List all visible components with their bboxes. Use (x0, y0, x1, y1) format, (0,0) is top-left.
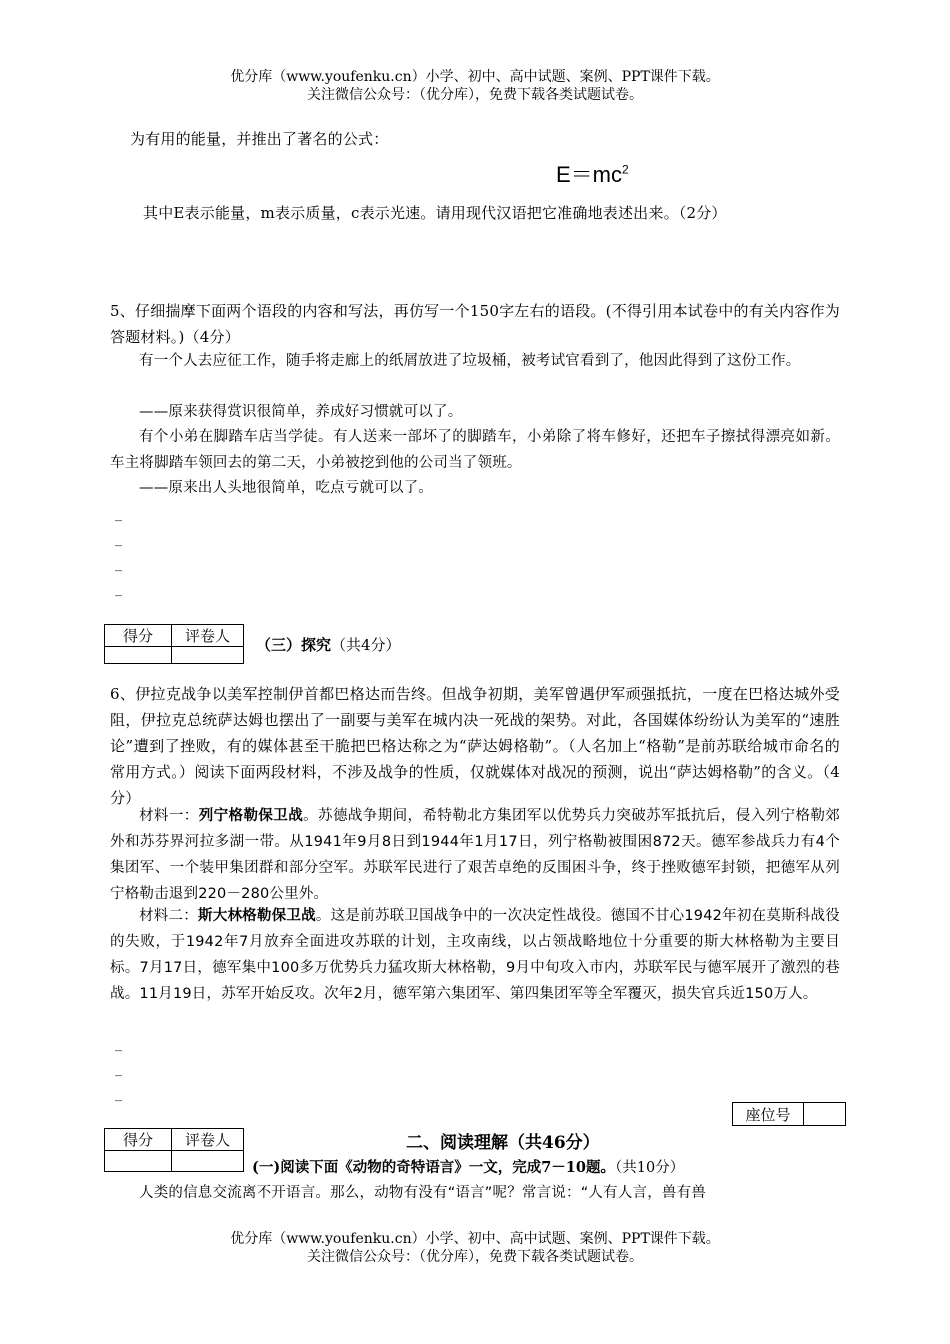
q5-para1-moral: ——原来获得赏识很简单，养成好习惯就可以了。 (139, 404, 463, 420)
material1-label: 材料一： (139, 808, 199, 824)
answer-line: _ (115, 1036, 122, 1052)
material2-label: 材料二： (139, 908, 198, 924)
part2-subheading (252, 1156, 684, 1177)
grader-header: 评卷人 (172, 625, 244, 647)
score-table (104, 1128, 244, 1172)
section3-heading (256, 634, 401, 655)
page-header-line1: 优分库（www.youfenku.cn）小学、初中、高中试题、案例、PPT课件下载。 (230, 69, 720, 85)
grader-cell[interactable] (172, 1151, 244, 1172)
seat-number-table (732, 1102, 846, 1126)
grader-header: 评卷人 (172, 1129, 244, 1151)
q6-material2 (110, 903, 840, 1007)
q4-instruction: 其中E表示能量，m表示质量，c表示光速。请用现代汉语把它准确地表述出来。（2分） (143, 204, 727, 222)
part2-first-line: 人类的信息交流离不开语言。那么，动物有没有“语言”呢？常言说：“人有人言，兽有兽 (139, 1185, 707, 1201)
formula-base: E＝mc (556, 162, 623, 187)
answer-line: _ (115, 581, 122, 597)
score-cell[interactable] (105, 1151, 172, 1172)
page-footer-line2: 关注微信公众号：（优分库），免费下载各类试题试卷。 (307, 1249, 643, 1265)
formula (556, 158, 629, 189)
part2-sub-points: （共10分） (615, 1160, 685, 1176)
section3-title: （三）探究 (256, 636, 332, 654)
section3-points: （共4分） (331, 636, 401, 654)
score-header: 得分 (105, 1129, 172, 1151)
material1-text: 。苏德战争期间，希特勒北方集团军以优势兵力突破苏军抵抗后，侵入列宁格勒郊外和苏芬界河拉多湖一带。从1941年9月8日到1944年1月17日，列宁格勒被围困872天。德军参战兵力有4个集团军、一个装甲集团群和部分空军。苏联军民进行了艰苦卓绝的反围困斗争，终于挫败德军封锁，把德军从列宁格勒击退到220－280公里外。 (110, 808, 840, 902)
seat-number-label: 座位号 (733, 1103, 804, 1126)
material2-text: 。这是前苏联卫国战争中的一次决定性战役。德国不甘心1942年初在莫斯科战役的失败，于1942年7月放弃全面进攻苏联的计划，主攻南线，以占领战略地位十分重要的斯大林格勒为主要目标。7月17日，德军集中100多万优势兵力猛攻斯大林格勒，9月中旬攻入市内，苏联军民与德军展开了激烈的巷战。11月19日，苏军开始反攻。次年2月，德军第六集团军、第四集团军等全军覆灭，损失官兵近150万人。 (110, 908, 840, 1002)
material1-title: 列宁格勒保卫战 (198, 808, 304, 824)
grader-cell[interactable] (172, 647, 244, 664)
q5-para1: 有一个人去应征工作，随手将走廊上的纸屑放进了垃圾桶，被考试官看到了，他因此得到了这份工作。 (139, 353, 801, 369)
part2-title: 二、阅读理解（共46分） (406, 1133, 600, 1153)
page-header-line2: 关注微信公众号：（优分库），免费下载各类试题试卷。 (307, 87, 643, 103)
seat-number-cell[interactable] (804, 1103, 846, 1126)
q5-para2-moral: ——原来出人头地很简单，吃点亏就可以了。 (139, 480, 433, 496)
page-footer-line1: 优分库（www.youfenku.cn）小学、初中、高中试题、案例、PPT课件下载。 (230, 1231, 720, 1247)
score-cell[interactable] (105, 647, 172, 664)
q5-prompt: 5、仔细揣摩下面两个语段的内容和写法，再仿写一个150字左右的语段。(不得引用本试卷中的有关内容作为答题材料。)（4分） (110, 302, 840, 346)
q4-intro: 为有用的能量，并推出了著名的公式： (130, 130, 389, 148)
answer-line: _ (115, 531, 122, 547)
answer-line: _ (115, 506, 122, 522)
answer-line: _ (115, 1061, 122, 1077)
answer-line: _ (115, 1086, 122, 1102)
answer-line: _ (115, 556, 122, 572)
score-table (104, 624, 244, 664)
score-header: 得分 (105, 625, 172, 647)
q6-prompt: 6、伊拉克战争以美军控制伊首都巴格达而告终。但战争初期，美军曾遇伊军顽强抵抗，一度在巴格达城外受阻，伊拉克总统萨达姆也摆出了一副要与美军在城内决一死战的架势。对此，各国媒体纷纷认为美军的“速胜论”遭到了挫败，有的媒体甚至干脆把巴格达称之为“萨达姆格勒”。（人名加上“格勒”是前苏联给城市命名的常用方式。）阅读下面两段材料，不涉及战争的性质，仅就媒体对战况的预测，说出“萨达姆格勒”的含义。（4分） (110, 685, 840, 807)
material2-title: 斯大林格勒保卫战 (197, 908, 316, 924)
q6-material1 (110, 803, 840, 907)
part2-sub-title: (一)阅读下面《动物的奇特语言》一文，完成7－10题。 (252, 1159, 615, 1176)
q5-para2: 有个小弟在脚踏车店当学徒。有人送来一部坏了的脚踏车，小弟除了将车修好，还把车子擦拭得漂亮如新。车主将脚踏车领回去的第二天，小弟被挖到他的公司当了领班。 (110, 429, 840, 471)
formula-exponent: 2 (622, 162, 629, 177)
